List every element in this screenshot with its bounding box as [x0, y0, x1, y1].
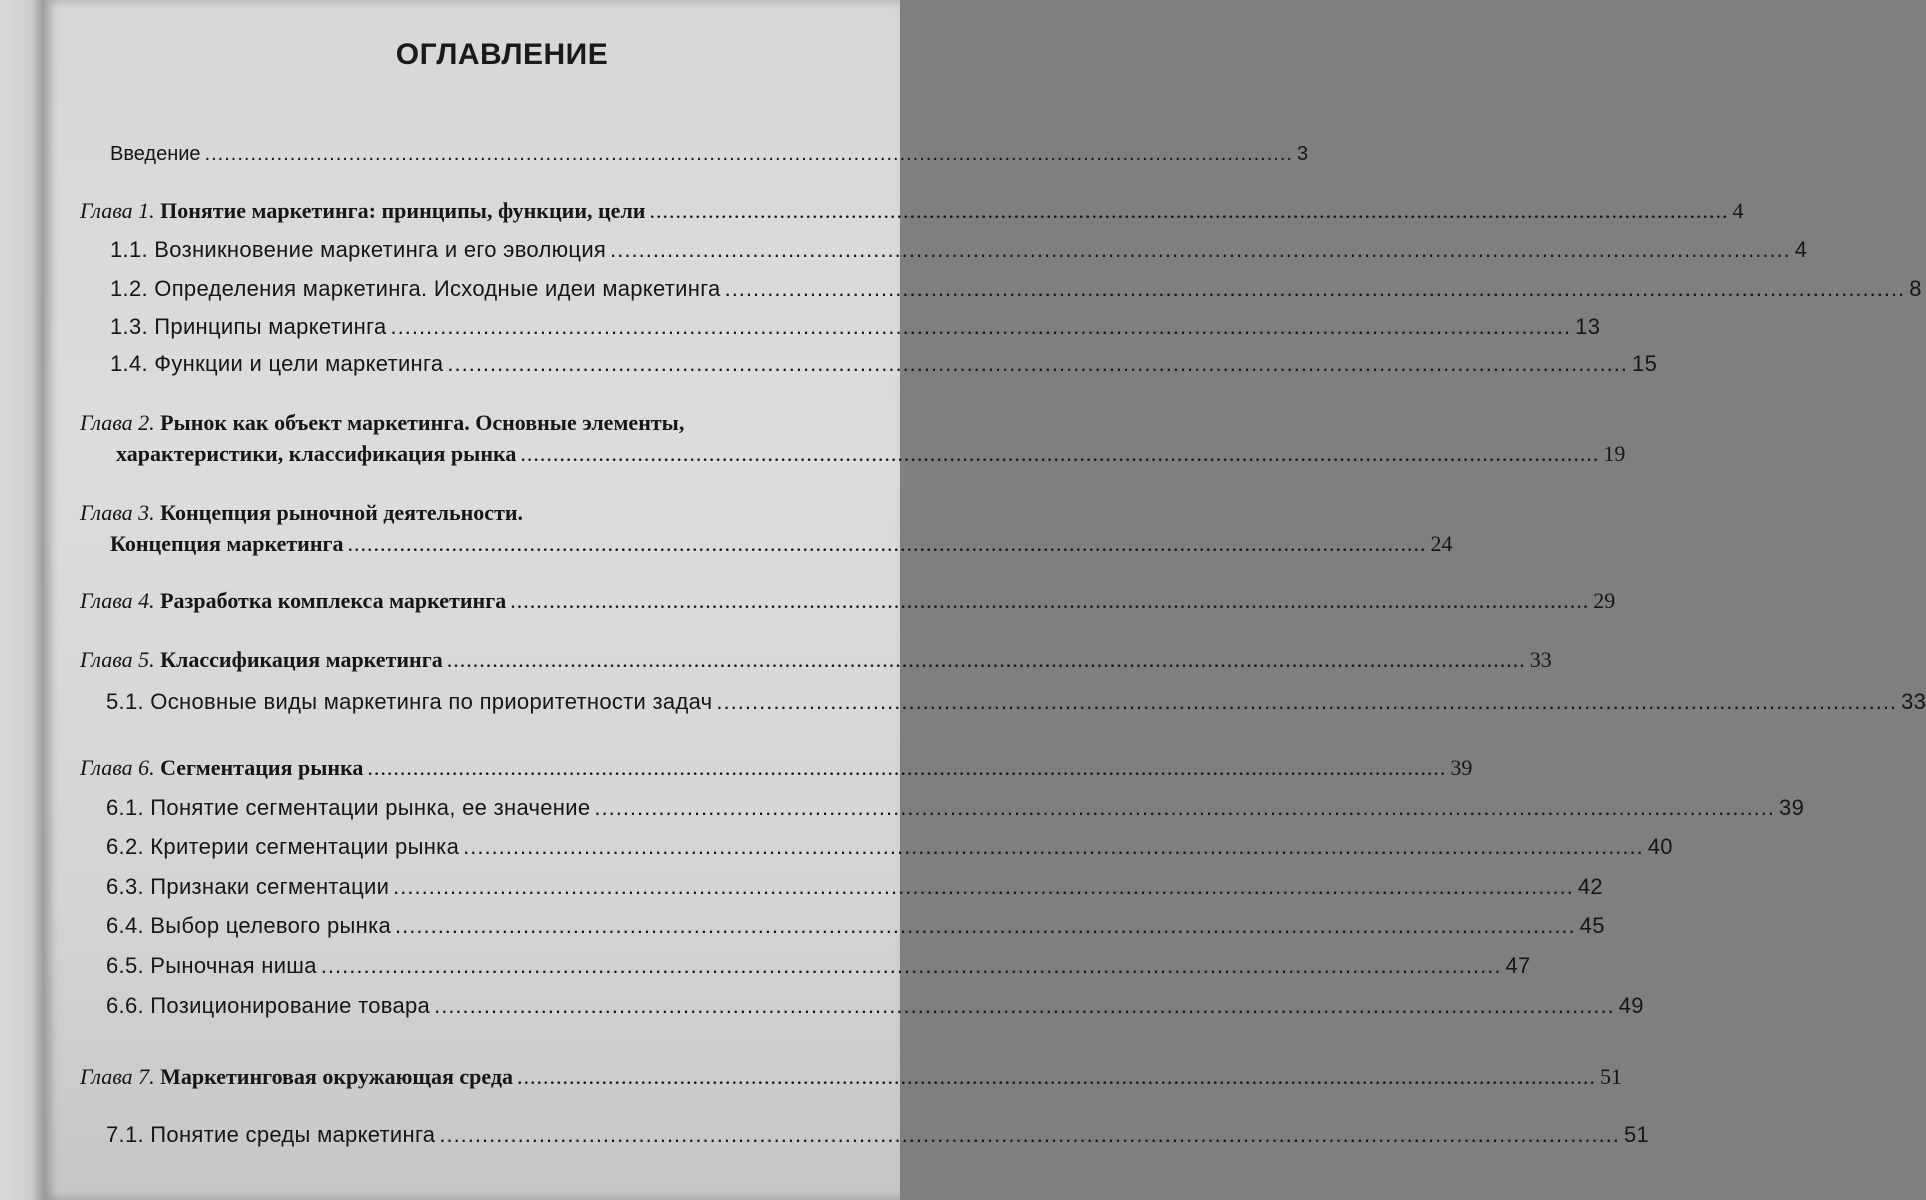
dot-leader: ......................................................................................................................................................................: [204, 143, 1293, 165]
dot-leader: ......................................................................................................................................................................: [390, 314, 1572, 339]
toc-page-number: 49: [1618, 993, 1644, 1018]
dot-leader: ......................................................................................................................................................................: [395, 913, 1576, 938]
chapter-prefix: Глава 2.: [80, 410, 155, 435]
toc-section-1-2[interactable]: [110, 276, 1922, 302]
toc-entry-label: 6.5. Рыночная ниша: [106, 953, 317, 978]
toc-page-number: 39: [1450, 755, 1473, 780]
dot-leader: ......................................................................................................................................................................: [447, 351, 1629, 376]
toc-entry-label: 6.6. Позиционирование товара: [106, 993, 431, 1018]
toc-chapter-1[interactable]: [80, 198, 1744, 224]
toc-section-6-5[interactable]: [106, 953, 1531, 979]
toc-entry-label: 5.1. Основные виды маркетинга по приоритетности задач: [106, 689, 713, 714]
toc-page-number: 51: [1600, 1064, 1623, 1089]
dot-leader: ......................................................................................................................................................................: [446, 647, 1526, 672]
toc-page-number: 47: [1505, 953, 1531, 978]
toc-entry-label: 6.4. Выбор целевого рынка: [106, 913, 392, 938]
chapter-prefix: Глава 1.: [80, 198, 155, 223]
toc-page-number: 39: [1779, 795, 1805, 820]
toc-chapter-2-line2[interactable]: [116, 441, 1626, 467]
dot-leader: ......................................................................................................................................................................: [439, 1122, 1620, 1147]
dot-leader: ......................................................................................................................................................................: [320, 953, 1502, 978]
toc-page-number: 45: [1579, 913, 1605, 938]
toc-entry-label: 6.2. Критерии сегментации рынка: [106, 834, 460, 859]
left-page-edge: [0, 0, 44, 1200]
toc-page-number: 29: [1593, 588, 1616, 613]
dot-leader: ......................................................................................................................................................................: [367, 755, 1447, 780]
chapter-title: Концепция рыночной деятельности.: [160, 500, 524, 525]
toc-entry-label: 7.1. Понятие среды маркетинга: [106, 1122, 436, 1147]
dot-leader: ......................................................................................................................................................................: [649, 198, 1729, 223]
toc-page-number: 15: [1632, 351, 1658, 376]
toc-chapter-3-line2[interactable]: [110, 531, 1453, 557]
page-title: ОГЛАВЛЕНИЕ: [395, 38, 609, 71]
toc-entry-label: 6.3. Признаки сегментации: [106, 874, 390, 899]
chapter-prefix: Глава 4.: [80, 588, 155, 613]
chapter-title: характеристики, классификация рынка: [116, 441, 517, 466]
toc-section-7-1[interactable]: [106, 1122, 1650, 1148]
toc-section-6-2[interactable]: [106, 834, 1673, 860]
toc-section-5-1[interactable]: [106, 689, 1926, 715]
book-page: [44, 0, 1926, 1200]
chapter-prefix: Глава 7.: [80, 1064, 155, 1089]
chapter-title: Маркетинговая окружающая среда: [160, 1064, 514, 1089]
toc-section-6-4[interactable]: [106, 913, 1605, 939]
dot-leader: ......................................................................................................................................................................: [520, 441, 1600, 466]
toc-entry-label: 1.1. Возникновение маркетинга и его эволюция: [110, 237, 607, 262]
toc-chapter-4[interactable]: [80, 588, 1616, 614]
chapter-title: Классификация маркетинга: [160, 647, 443, 672]
toc-page-number: 40: [1647, 834, 1673, 859]
toc-entry-label: Введение: [110, 143, 201, 165]
dot-leader: ......................................................................................................................................................................: [610, 237, 1791, 262]
toc-section-6-3[interactable]: [106, 874, 1603, 900]
dot-leader: ......................................................................................................................................................................: [393, 874, 1574, 899]
toc-page-number: 24: [1430, 531, 1453, 556]
toc-chapter-5[interactable]: [80, 647, 1552, 673]
toc-entry-label: 1.4. Функции и цели маркетинга: [110, 351, 444, 376]
chapter-title: Сегментация рынка: [160, 755, 364, 780]
toc-chapter-2-line1[interactable]: [80, 410, 684, 436]
toc-entry-label: 1.2. Определения маркетинга. Исходные идеи маркетинга: [110, 276, 721, 301]
toc-page-number: 51: [1624, 1122, 1650, 1147]
dot-leader: ......................................................................................................................................................................: [517, 1064, 1597, 1089]
toc-entry-label: 6.1. Понятие сегментации рынка, ее значение: [106, 795, 591, 820]
toc-entry-label: 1.3. Принципы маркетинга: [110, 314, 387, 339]
toc-page-number: 33: [1901, 689, 1926, 714]
chapter-title: Понятие маркетинга: принципы, функции, цели: [160, 198, 646, 223]
dot-leader: ......................................................................................................................................................................: [510, 588, 1590, 613]
toc-section-1-4[interactable]: [110, 351, 1658, 377]
toc-section-6-1[interactable]: [106, 795, 1805, 821]
dot-leader: ......................................................................................................................................................................: [434, 993, 1615, 1018]
chapter-title: Рынок как объект маркетинга. Основные элементы,: [160, 410, 685, 435]
toc-entry-intro[interactable]: [110, 143, 1309, 166]
toc-section-1-1[interactable]: [110, 237, 1808, 263]
toc-chapter-6[interactable]: [80, 755, 1473, 781]
toc-section-6-6[interactable]: [106, 993, 1644, 1019]
toc-chapter-3-line1[interactable]: [80, 500, 523, 526]
chapter-title: Разработка комплекса маркетинга: [160, 588, 507, 613]
chapter-prefix: Глава 5.: [80, 647, 155, 672]
toc-page-number: 13: [1575, 314, 1601, 339]
toc-page-number: 3: [1296, 143, 1309, 165]
toc-page-number: 33: [1529, 647, 1552, 672]
toc-page-number: 42: [1577, 874, 1603, 899]
dot-leader: ......................................................................................................................................................................: [716, 689, 1898, 714]
dot-leader: ......................................................................................................................................................................: [463, 834, 1644, 859]
chapter-prefix: Глава 3.: [80, 500, 155, 525]
toc-section-1-3[interactable]: [110, 314, 1601, 340]
dot-leader: ......................................................................................................................................................................: [724, 276, 1906, 301]
chapter-title: Концепция маркетинга: [110, 531, 344, 556]
toc-chapter-7[interactable]: [80, 1064, 1623, 1090]
chapter-prefix: Глава 6.: [80, 755, 155, 780]
toc-page-number: 19: [1603, 441, 1626, 466]
dot-leader: ......................................................................................................................................................................: [594, 795, 1776, 820]
dot-leader: ......................................................................................................................................................................: [347, 531, 1427, 556]
toc-page-number: 8: [1909, 276, 1922, 301]
toc-page-number: 4: [1732, 198, 1744, 223]
toc-page-number: 4: [1794, 237, 1808, 262]
